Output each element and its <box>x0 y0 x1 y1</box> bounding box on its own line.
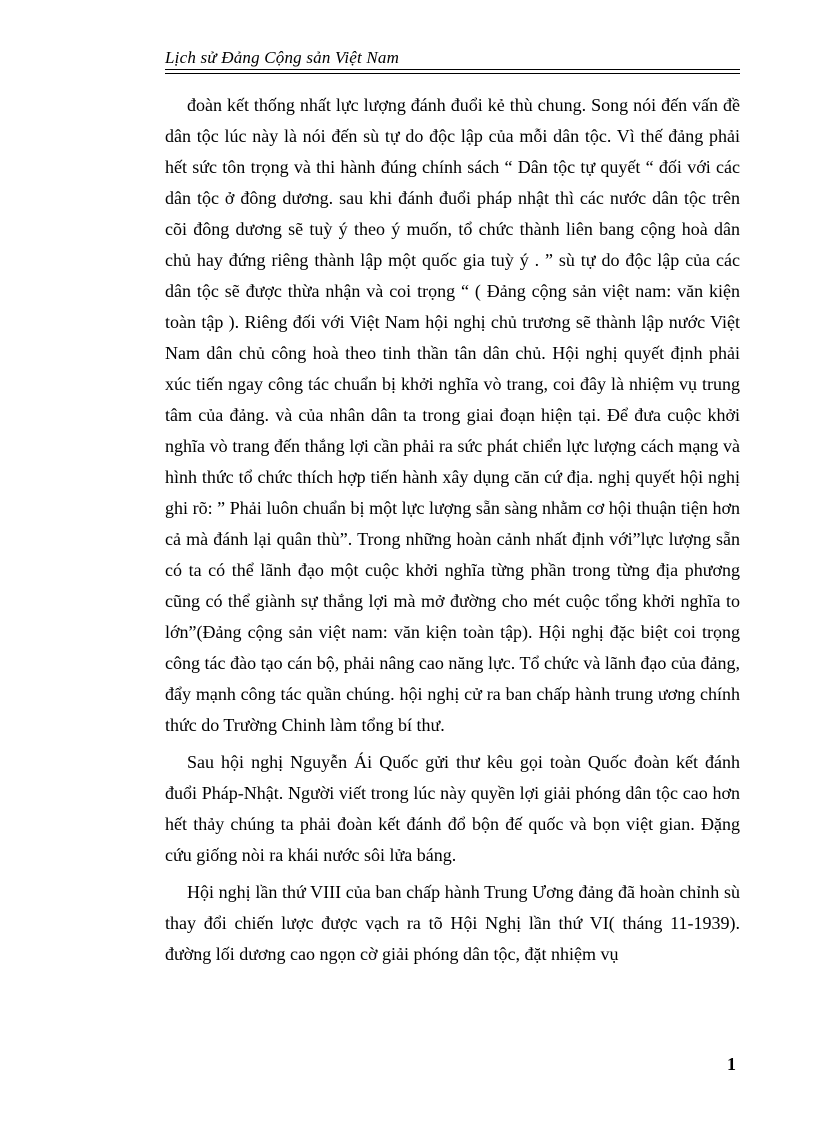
running-header-title: Lịch sử Đảng Cộng sản Việt Nam <box>165 48 400 67</box>
paragraph-3: Hội nghị lần thứ VIII của ban chấp hành Trung Ương đảng đã hoàn chỉnh sù thay đổi chiến lược được vạch ra tõ Hội Nghị lần thứ VI( tháng 11-1939). đường lối dương cao ngọn cờ giải phóng dân tộc, đặt nhiệm vụ <box>165 882 740 964</box>
paragraph-1: đoàn kết thống nhất lực lượng đánh đuổi kẻ thù chung. Song nói đến vấn đề dân tộc lúc này là nói đến sù tự do độc lập của mỗi dân tộc. Vì thế đảng phải hết sức tôn trọng và thi hành đúng chính sách “ Dân tộc tự quyết “ đối với các dân tộc ở đông dương. sau khi đánh đuổi pháp nhật thì các nước dân tộc trên cõi đông dương sẽ tuỳ ý theo ý muốn, tổ chức thành liên bang cộng hoà dân chủ hay đứng riêng thành lập một quốc gia tuỳ ý . ” sù tự do độc lập của các dân tộc sẽ được thừa nhận và coi trọng “ ( Đảng cộng sản việt nam: văn kiện toàn tập ). Riêng đối với Việt Nam hội nghị chủ trương sẽ thành lập nước Việt Nam dân chủ công hoà theo tinh thần tân dân chủ. Hội nghị quyết định phải xúc tiến ngay công tác chuẩn bị khởi nghĩa vò trang, coi đây là nhiệm vụ trung tâm của đảng. và của nhân dân ta trong giai đoạn hiện tại. Để đưa cuộc khởi nghĩa vò trang đến thắng lợi cần phải ra sức phát chiển lực lượng cách mạng và hình thức tổ chức thích hợp tiến hành xây dụng căn cứ địa. nghị quyết hội nghị ghi rõ: ” Phải luôn chuẩn bị một lực lượng sẵn sàng nhằm cơ hội thuận tiện hơn cả mà đánh lại quân thù”. Trong những hoàn cảnh nhất định với”lực lượng sẵn có ta có thể lãnh đạo một cuộc khởi nghĩa từng phần trong từng địa phương cũng có thể giành sự thắng lợi mà mở đường cho mét cuộc tổng khởi nghĩa to lớn”(Đảng cộng sản việt nam: văn kiện toàn tập). Hội nghị đặc biệt coi trọng công tác đào tạo cán bộ, phải nâng cao năng lực. Tổ chức và lãnh đạo của đảng, đẩy mạnh công tác quần chúng. hội nghị cử ra ban chấp hành trung ương chính thức do Trường Chinh làm tổng bí thư. <box>165 95 740 735</box>
header-double-rule <box>165 69 740 74</box>
paragraph-2: Sau hội nghị Nguyễn Ái Quốc gửi thư kêu gọi toàn Quốc đoàn kết đánh đuổi Pháp-Nhật. Người viết trong lúc này quyền lợi giải phóng dân tộc cao hơn hết thảy chúng ta phải đoàn kết đánh đổ bộn đế quốc và bọn việt gian. Đặng cứu giống nòi ra khái nước sôi lửa báng. <box>165 752 740 865</box>
body-text <box>165 90 740 976</box>
page-number: 1 <box>727 1054 736 1074</box>
